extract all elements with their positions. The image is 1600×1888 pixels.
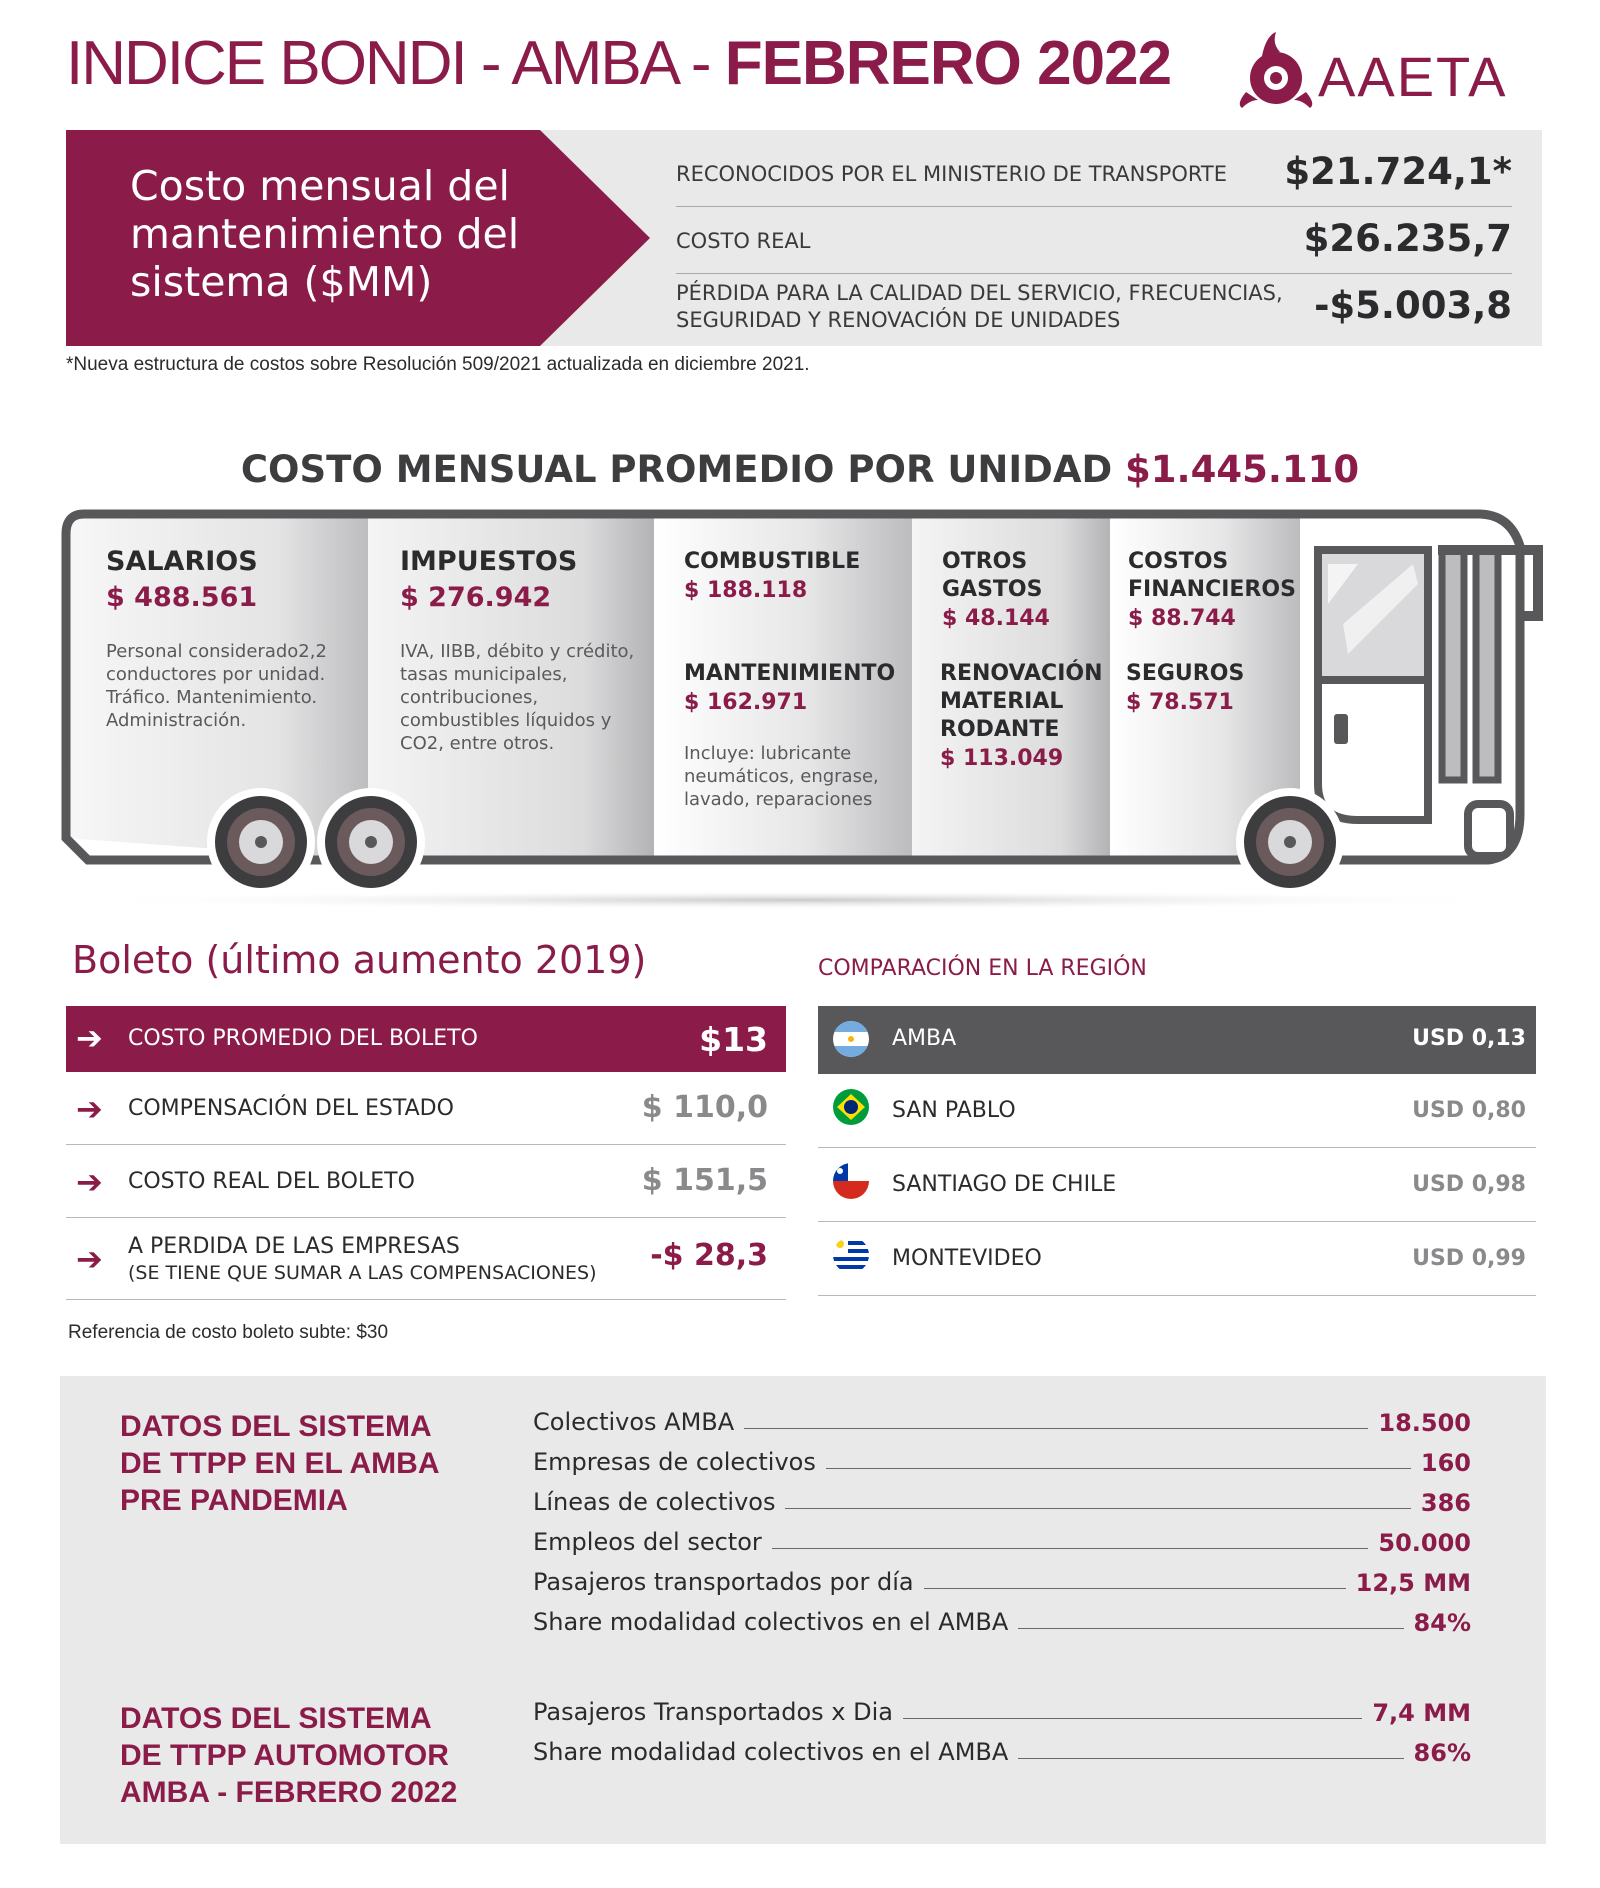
renovacion-line1: RENOVACIÓN xyxy=(940,661,1103,686)
salarios-value: $ 488.561 xyxy=(106,582,258,613)
subte-reference: Referencia de costo boleto subte: $30 xyxy=(68,1322,389,1343)
datos-label: Pasajeros transportados por día xyxy=(533,1568,924,1596)
wheel-icon xyxy=(1236,788,1344,896)
datos-label: Share modalidad colectivos en el AMBA xyxy=(533,1608,1018,1636)
argentina-flag-icon xyxy=(832,1020,870,1058)
boleto-row-compensacion xyxy=(66,1072,786,1145)
cost-row-perdida xyxy=(676,274,1512,341)
salarios-label: SALARIOS xyxy=(106,546,258,577)
datos-title-line1: DATOS DEL SISTEMA xyxy=(120,1702,432,1735)
region-city: SANTIAGO DE CHILE xyxy=(892,1172,1117,1197)
combustible-value: $ 188.118 xyxy=(684,578,808,603)
boleto-title: Boleto (último aumento 2019) xyxy=(72,938,647,982)
renovacion-line2: MATERIAL xyxy=(940,689,1064,714)
datos-title-line2: DE TTPP AUTOMOTOR xyxy=(120,1739,449,1772)
cost-value-loss: -$5.003,8 xyxy=(1314,284,1512,327)
datos-row xyxy=(533,1608,1471,1642)
datos-row xyxy=(533,1408,1471,1442)
cost-label: RECONOCIDOS POR EL MINISTERIO DE TRANSPORTE xyxy=(676,162,1228,186)
logo-emblem-icon xyxy=(1232,26,1322,110)
costos-financieros-label xyxy=(1128,548,1296,604)
datos-label: Colectivos AMBA xyxy=(533,1408,744,1436)
wheel-icon xyxy=(207,788,315,896)
datos-row xyxy=(533,1738,1471,1772)
region-row-santiago xyxy=(818,1148,1536,1222)
title-regular: INDICE BONDI - AMBA - xyxy=(66,29,725,98)
datos-value: 12,5 MM xyxy=(1346,1569,1471,1597)
datos-value: 386 xyxy=(1411,1489,1471,1517)
datos-row xyxy=(533,1568,1471,1602)
footnote: *Nueva estructura de costos sobre Resolución 509/2021 actualizada en diciembre 2021. xyxy=(66,354,810,375)
aaeta-logo xyxy=(1232,26,1542,110)
chile-flag-icon xyxy=(832,1162,870,1200)
boleto-label: COMPENSACIÓN DEL ESTADO xyxy=(128,1096,454,1121)
mantenimiento-value: $ 162.971 xyxy=(684,690,808,715)
arrow-right-icon: ➔ xyxy=(76,1163,103,1201)
cost-label-line1: PÉRDIDA PARA LA CALIDAD DEL SERVICIO, FRECUENCIAS, xyxy=(676,281,1283,305)
mantenimiento-desc: Incluye: lubricante neumáticos, engrase, lavado, reparaciones xyxy=(684,743,879,810)
costos-financieros-value: $ 88.744 xyxy=(1128,606,1236,631)
brazil-flag-icon xyxy=(832,1088,870,1126)
region-title: COMPARACIÓN EN LA REGIÓN xyxy=(818,956,1147,981)
boleto-label: COSTO PROMEDIO DEL BOLETO xyxy=(128,1026,478,1051)
region-city: AMBA xyxy=(892,1026,957,1051)
datos-value: 50.000 xyxy=(1368,1529,1471,1557)
unit-cost-title xyxy=(0,448,1600,491)
arrow-right-icon: ➔ xyxy=(76,1019,103,1057)
datos-pre-pandemia-title xyxy=(120,1408,439,1519)
region-city: MONTEVIDEO xyxy=(892,1246,1042,1271)
boleto-label: COSTO REAL DEL BOLETO xyxy=(128,1169,415,1194)
boleto-row-costo-real xyxy=(66,1145,786,1218)
datos-row xyxy=(533,1528,1471,1562)
costos-financieros-line2: FINANCIEROS xyxy=(1128,577,1296,602)
boleto-label-line2: (SE TIENE QUE SUMAR A LAS COMPENSACIONES) xyxy=(128,1262,597,1284)
region-row-montevideo xyxy=(818,1222,1536,1296)
cost-label: COSTO REAL xyxy=(676,229,811,253)
combustible-label: COMBUSTIBLE xyxy=(684,549,861,574)
cost-row-real xyxy=(676,207,1512,274)
costos-financieros-line1: COSTOS xyxy=(1128,549,1229,574)
datos-row xyxy=(533,1698,1471,1732)
unit-cost-title-value: $1.445.110 xyxy=(1125,448,1360,491)
datos-value: 86% xyxy=(1404,1739,1471,1767)
region-city: SAN PABLO xyxy=(892,1098,1016,1123)
datos-title-line3: PRE PANDEMIA xyxy=(120,1484,348,1517)
datos-label: Empresas de colectivos xyxy=(533,1448,826,1476)
impuestos-desc: IVA, IIBB, débito y crédito, tasas municipales, contribuciones, combustibles líquidos y CO2, entre otros. xyxy=(400,641,635,754)
datos-label: Pasajeros Transportados x Dia xyxy=(533,1698,903,1726)
otros-gastos-value: $ 48.144 xyxy=(942,606,1050,631)
cost-row-reconocidos xyxy=(676,140,1512,207)
datos-row xyxy=(533,1448,1471,1482)
wheel-icon xyxy=(317,788,425,896)
datos-label: Empleos del sector xyxy=(533,1528,772,1556)
impuestos-label: IMPUESTOS xyxy=(400,546,578,577)
unit-cost-title-text: COSTO MENSUAL PROMEDIO POR UNIDAD xyxy=(240,448,1126,491)
title-bold: FEBRERO 2022 xyxy=(724,29,1172,98)
seguros-value: $ 78.571 xyxy=(1126,690,1234,715)
salarios-desc: Personal considerado2,2 conductores por unidad. Tráfico. Mantenimiento. Administración. xyxy=(106,641,327,731)
datos-row xyxy=(533,1488,1471,1522)
boleto-label xyxy=(128,1234,597,1286)
boleto-row-costo-promedio xyxy=(66,1006,786,1072)
uruguay-flag-icon xyxy=(832,1236,870,1274)
cost-label-line2: SEGURIDAD Y RENOVACIÓN DE UNIDADES xyxy=(676,308,1121,332)
renovacion-label xyxy=(940,660,1103,744)
datos-value: 84% xyxy=(1404,1609,1471,1637)
boleto-label-line1: A PERDIDA DE LAS EMPRESAS xyxy=(128,1234,460,1259)
renovacion-value: $ 113.049 xyxy=(940,746,1064,771)
seguros-label: SEGUROS xyxy=(1126,661,1245,686)
otros-gastos-line2: GASTOS xyxy=(942,577,1043,602)
cost-value: $21.724,1* xyxy=(1284,150,1512,193)
system-cost-heading: Costo mensual del mantenimiento del sistema ($MM) xyxy=(130,162,520,306)
region-row-amba xyxy=(818,1006,1536,1074)
otros-gastos-label xyxy=(942,548,1042,604)
region-value: USD 0,99 xyxy=(1412,1246,1526,1271)
mantenimiento-label: MANTENIMIENTO xyxy=(684,661,896,686)
arrow-right-icon: ➔ xyxy=(76,1240,103,1278)
datos-title-line2: DE TTPP EN EL AMBA xyxy=(120,1447,440,1480)
cost-value: $26.235,7 xyxy=(1303,217,1512,260)
boleto-value-loss: -$ 28,3 xyxy=(650,1238,768,1273)
datos-value: 160 xyxy=(1411,1449,1471,1477)
datos-value: 18.500 xyxy=(1368,1409,1471,1437)
region-value: USD 0,13 xyxy=(1412,1026,1526,1051)
otros-gastos-line1: OTROS xyxy=(942,549,1028,574)
datos-title-line1: DATOS DEL SISTEMA xyxy=(120,1410,432,1443)
datos-title-line3: AMBA - FEBRERO 2022 xyxy=(120,1776,458,1809)
datos-label: Share modalidad colectivos en el AMBA xyxy=(533,1738,1018,1766)
renovacion-line3: RODANTE xyxy=(940,717,1060,742)
boleto-value: $ 110,0 xyxy=(641,1090,768,1125)
page-title xyxy=(66,28,1171,99)
impuestos-value: $ 276.942 xyxy=(400,582,552,613)
arrow-right-icon: ➔ xyxy=(76,1090,103,1128)
datos-febrero-title xyxy=(120,1700,457,1811)
datos-value: 7,4 MM xyxy=(1362,1699,1471,1727)
boleto-row-perdida xyxy=(66,1218,786,1300)
boleto-value: $13 xyxy=(699,1020,768,1059)
cost-label xyxy=(676,280,1283,334)
logo-text: AAETA xyxy=(1318,45,1508,108)
datos-label: Líneas de colectivos xyxy=(533,1488,785,1516)
region-value: USD 0,98 xyxy=(1412,1172,1526,1197)
region-row-san-pablo xyxy=(818,1074,1536,1148)
region-value: USD 0,80 xyxy=(1412,1098,1526,1123)
boleto-value: $ 151,5 xyxy=(641,1163,768,1198)
